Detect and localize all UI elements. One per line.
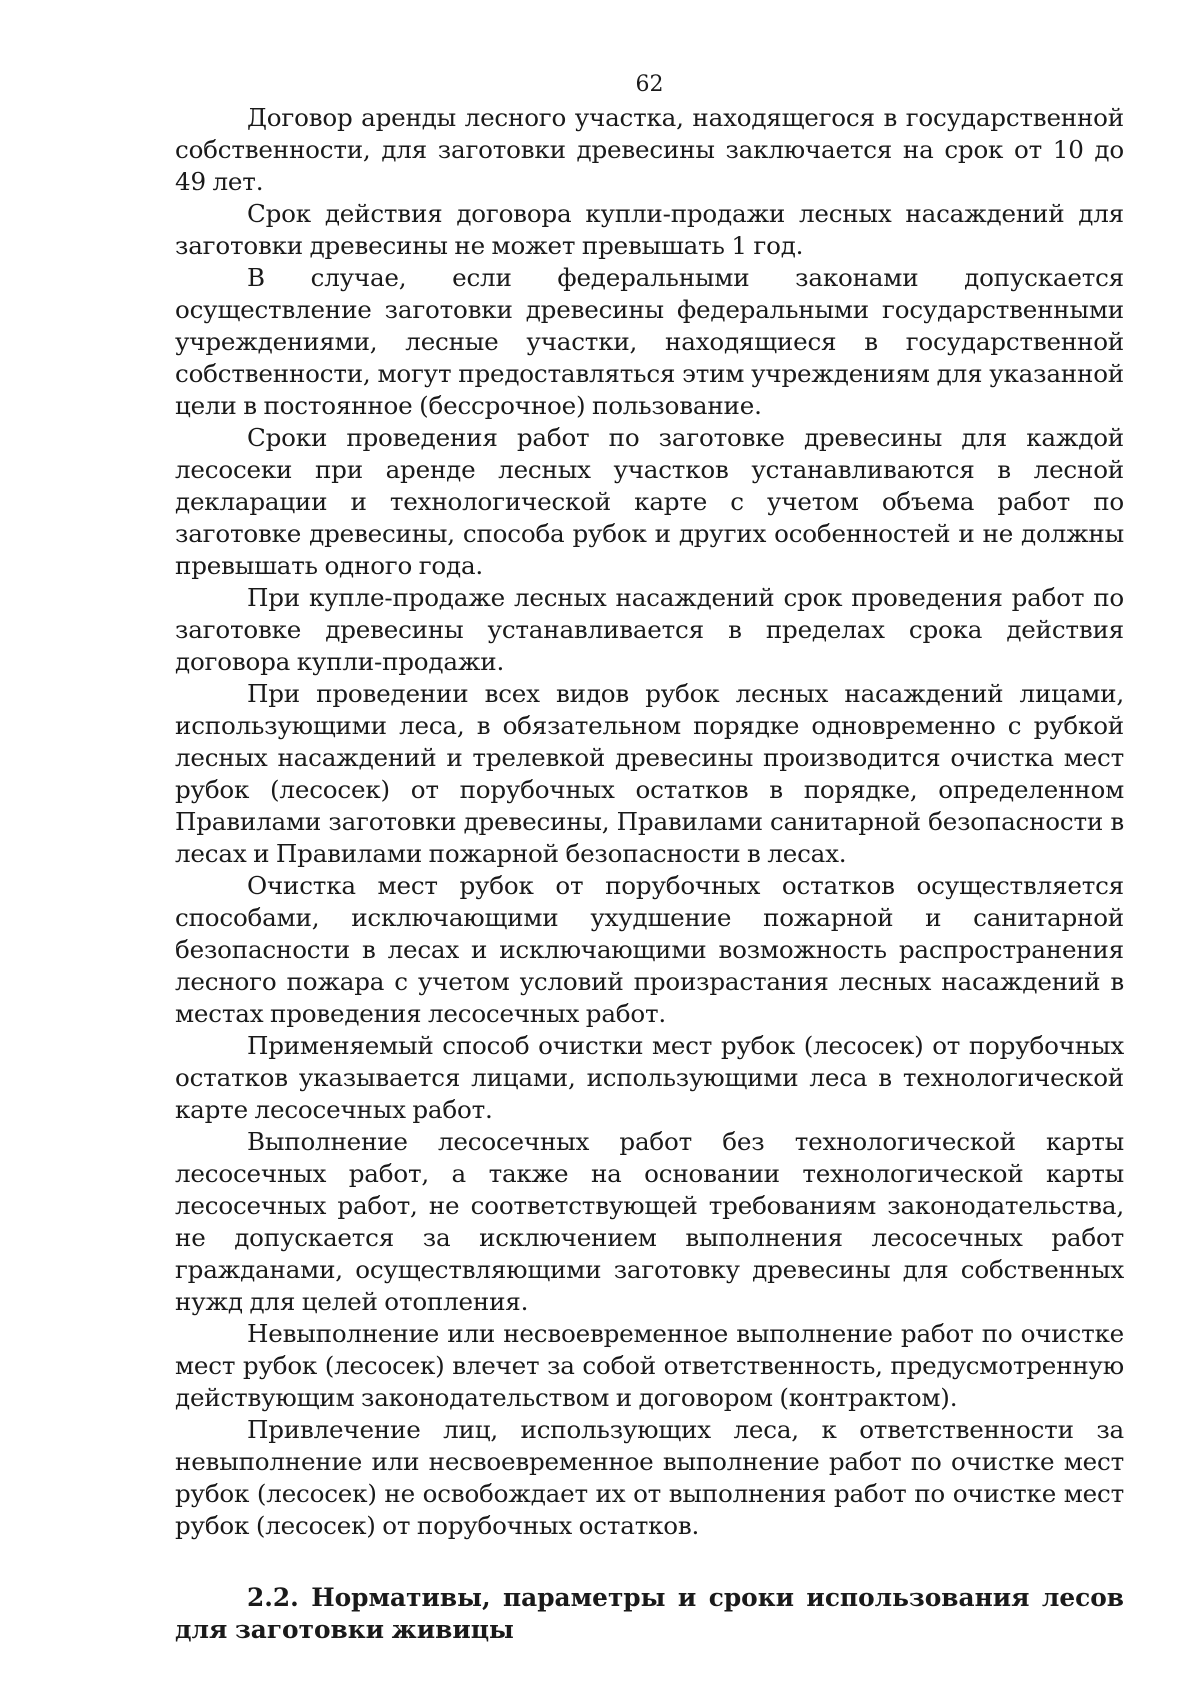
paragraph-site-cleaning: При проведении всех видов рубок лесных насаждений лицами, использующими леса, в обязательном порядке одновременно с рубкой лесных насаждений и трелевкой древесины производится очистка мест рубок (лесосек) от порубочных остатков в порядке, определенном Правилами заготовки древесины, Правилами санитарной безопасности в лесах и Правилами пожарной безопасности в лесах. [175,679,1124,868]
paragraph-work-deadlines: Сроки проведения работ по заготовке древесины для каждой лесосеки при аренде лесных участков устанавливаются в лесной декларации и технологической карте с учетом объема работ по заготовке древесины, способа рубок и других особенностей и не должны превышать одного года. [175,423,1124,580]
page-number: 62 [635,72,664,97]
paragraph-purchase-sale-deadline: При купле-продаже лесных насаждений срок проведения работ по заготовке древесины устанавливается в пределах срока действия договора купли-продажи. [175,583,1124,676]
paragraph-cleaning-method-indication: Применяемый способ очистки мест рубок (лесосек) от порубочных остатков указывается лицами, использующими леса в технологической карте лесосечных работ. [175,1031,1124,1124]
document-page [175,70,1124,1646]
paragraph-liability-no-release: Привлечение лиц, использующих леса, к ответственности за невыполнение или несвоевременное выполнение работ по очистке мест рубок (лесосек) не освобождает их от выполнения работ по очистке мест рубок (лесосек) от порубочных остатков. [175,1415,1124,1540]
paragraph-federal-institutions: В случае, если федеральными законами допускается осуществление заготовки древесины федеральными государственными учреждениями, лесные участки, находящиеся в государственной собственности, могут предоставляться этим учреждениям для указанной цели в постоянное (бессрочное) пользование. [175,263,1124,420]
paragraph-liability: Невыполнение или несвоевременное выполнение работ по очистке мест рубок (лесосек) влечет за собой ответственность, предусмотренную действующим законодательством и договором (контрактом). [175,1319,1124,1412]
paragraph-technological-map: Выполнение лесосечных работ без технологической карты лесосечных работ, а также на основании технологической карты лесосечных работ, не соответствующей требованиям законодательства, не допускается за исключением выполнения лесосечных работ гражданами, осуществляющими заготовку древесины для собственных нужд для целей отопления. [175,1127,1124,1316]
paragraph-sale-contract-term: Срок действия договора купли-продажи лесных насаждений для заготовки древесины не может превышать 1 год. [175,199,1124,260]
paragraph-cleaning-methods: Очистка мест рубок от порубочных остатков осуществляется способами, исключающими ухудшение пожарной и санитарной безопасности в лесах и исключающими возможность распространения лесного пожара с учетом условий произрастания лесных насаждений в местах проведения лесосечных работ. [175,871,1124,1028]
section-heading: 2.2. Нормативы, параметры и сроки использования лесов для заготовки живицы [175,1583,1124,1644]
paragraph-lease-term: Договор аренды лесного участка, находящегося в государственной собственности, для заготовки древесины заключается на срок от 10 до 49 лет. [175,103,1124,196]
